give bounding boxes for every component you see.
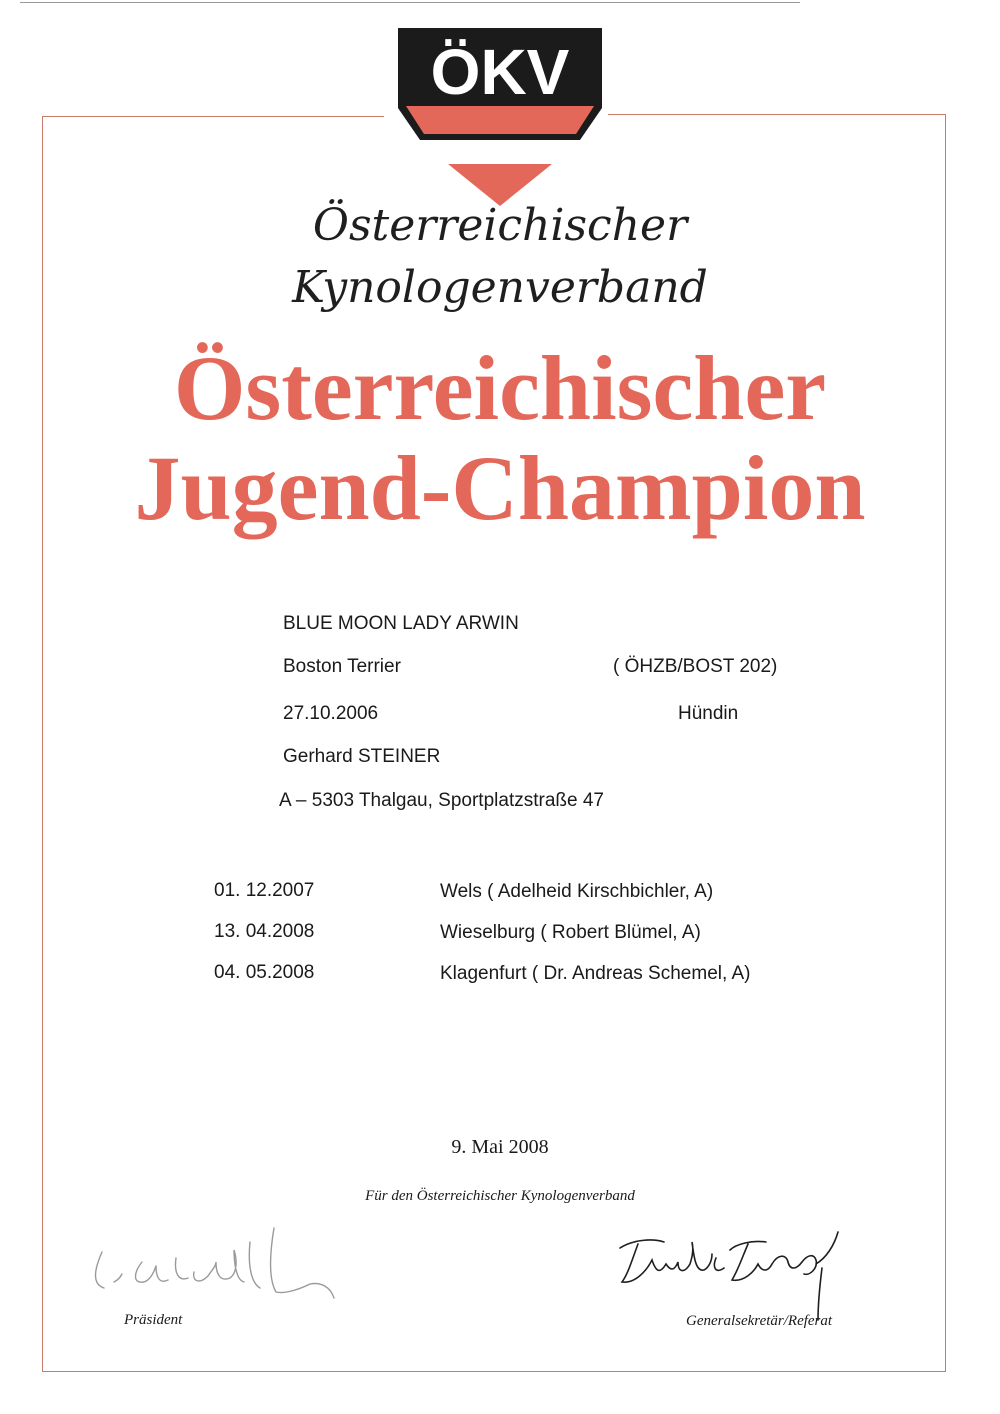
frame-border-top-right [608,114,946,115]
dog-birth-date: 27.10.2006 [283,703,379,724]
dog-name: BLUE MOON LADY ARWIN [283,613,519,634]
owner-name: Gerhard STEINER [283,746,441,767]
association-name-line1: Österreichischer [312,200,688,251]
association-name-line2: Kynologenverband [292,262,708,313]
okv-logo [390,22,610,212]
dog-registration: ( ÖHZB/BOST 202) [613,656,778,677]
president-label: Präsident [124,1312,183,1328]
logo-shield-red-band [406,106,594,134]
title-line2: Jugend-Champion [134,437,866,539]
scan-edge-line [20,2,800,3]
secretary-signature [612,1224,852,1324]
on-behalf-line: Für den Österreichischer Kynologenverband [365,1188,635,1204]
logo-text: ÖKV [430,36,570,108]
owner-address: A – 5303 Thalgau, Sportplatzstraße 47 [279,790,604,811]
president-signature [84,1222,354,1312]
frame-border-top-left [42,116,384,117]
result-date: 04. 05.2008 [214,962,315,983]
result-show: Wieselburg ( Robert Blümel, A) [440,922,701,943]
dog-sex: Hündin [678,703,739,724]
result-show: Klagenfurt ( Dr. Andreas Schemel, A) [440,963,751,984]
issue-date: 9. Mai 2008 [451,1136,549,1158]
frame-border-bottom [42,1371,946,1372]
result-date: 13. 04.2008 [214,921,315,942]
title-line1: Österreichischer [173,337,827,439]
dog-breed: Boston Terrier [283,656,401,677]
secretary-label: Generalsekretär/Referat [686,1313,833,1329]
result-show: Wels ( Adelheid Kirschbichler, A) [440,881,714,902]
result-date: 01. 12.2007 [214,880,315,901]
